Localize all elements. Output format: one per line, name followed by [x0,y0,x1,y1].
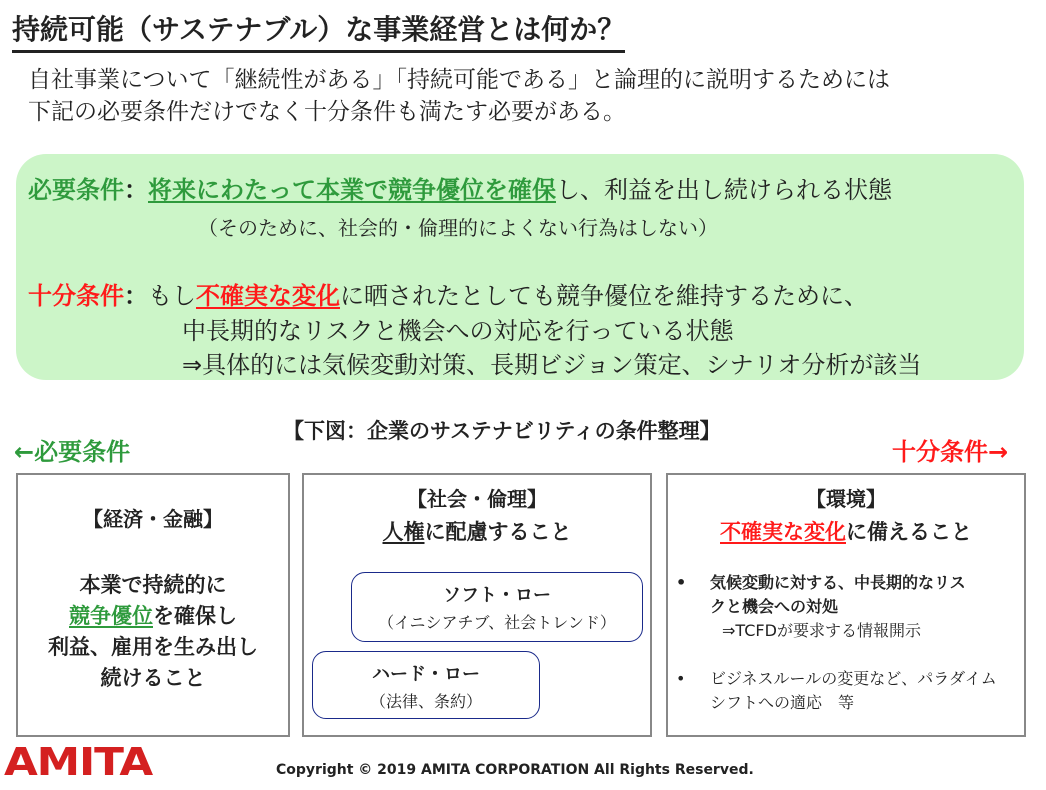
figure-title: 【下図：企業のサステナビリティの条件整理】 [283,419,721,443]
necessary-colon: ： [124,176,148,204]
soft-law-note: （イニシアチブ、社会トレンド） [378,613,616,632]
bullet-1 [710,571,966,619]
sufficient-highlight: 不確実な変化 [196,282,340,310]
bullet-2 [710,667,997,715]
sufficient-line-3: ⇒具体的には気候変動対策、長期ビジョン策定、シナリオ分析が該当 [182,351,922,379]
bullet-1-marker: • [676,573,687,592]
necessary-rest: し、利益を出し続けられる状態 [556,176,892,204]
economy-line-2-rest: を確保し [153,604,237,628]
bullet-2-line-1: ビジネスルールの変更など、パラダイム [710,669,997,688]
intro-line-1: 自社事業について「継続性がある」「持続可能である」と論理的に説明するためには [28,67,891,93]
page-title: 持続可能（サステナブル）な事業経営とは何か？ [12,8,625,53]
hard-law-note: （法律、条約） [369,692,482,711]
society-ethics-panel [302,473,652,737]
necessary-label: 必要条件 [28,176,124,204]
economy-line-2 [18,601,288,632]
bullet-2-line-2: シフトへの適応 等 [710,693,855,712]
economy-finance-panel [16,473,290,737]
intro-line-2: 下記の必要条件だけでなく十分条件も満たす必要がある。 [28,99,626,125]
sufficient-pre: もし [148,282,196,310]
bullet-1-line-2: クと機会への対処 [710,597,839,616]
society-sub-rest: に配慮すること [424,520,572,544]
sufficient-label: 十分条件 [28,282,124,310]
tcfd-line: ⇒TCFDが要求する情報開示 [722,621,921,640]
necessary-highlight: 将来にわたって本業で競争優位を確保 [148,176,556,204]
bullet-2-marker: • [676,669,686,688]
sufficient-line-2: 中長期的なリスクと機会への対応を行っている状態 [182,317,734,345]
environment-sub-rest: に備えること [846,520,972,544]
society-heading: 【社会・倫理】 [407,487,547,511]
copyright-text: Copyright © 2019 AMITA CORPORATION All Rights Reserved. [276,762,754,778]
environment-panel [666,473,1026,737]
sufficient-colon: ： [124,282,148,310]
bullet-1-line-1: 気候変動に対する、中長期的なリス [710,573,966,592]
necessary-row [28,170,892,205]
economy-highlight: 競争優位 [69,604,153,628]
hard-law-box [312,651,540,719]
economy-line-4: 続けること [100,666,206,690]
economy-line-3: 利益、雇用を生み出し [48,635,258,659]
environment-subheading [668,516,1024,546]
economy-line-1: 本業で持続的に [79,573,227,597]
necessary-arrow-label: ←必要条件 [14,438,131,466]
economy-heading: 【経済・金融】 [83,507,223,531]
sufficient-rest: に晒されたとしても競争優位を維持するために、 [340,282,868,310]
sufficient-arrow-label: 十分条件→ [892,438,1009,466]
hard-law-title: ハード・ロー [372,664,480,685]
soft-law-box [351,572,643,642]
sufficient-row [28,276,868,311]
environment-highlight: 不確実な変化 [720,520,846,544]
society-subheading [304,516,650,546]
intro-text [28,64,890,128]
society-highlight: 人権 [382,520,425,544]
amita-logo: AMITA [4,740,153,784]
environment-heading: 【環境】 [806,487,886,511]
necessary-note: （そのために、社会的・倫理的によくない行為はしない） [198,216,718,240]
soft-law-title: ソフト・ロー [443,585,551,606]
economy-body [18,570,288,694]
